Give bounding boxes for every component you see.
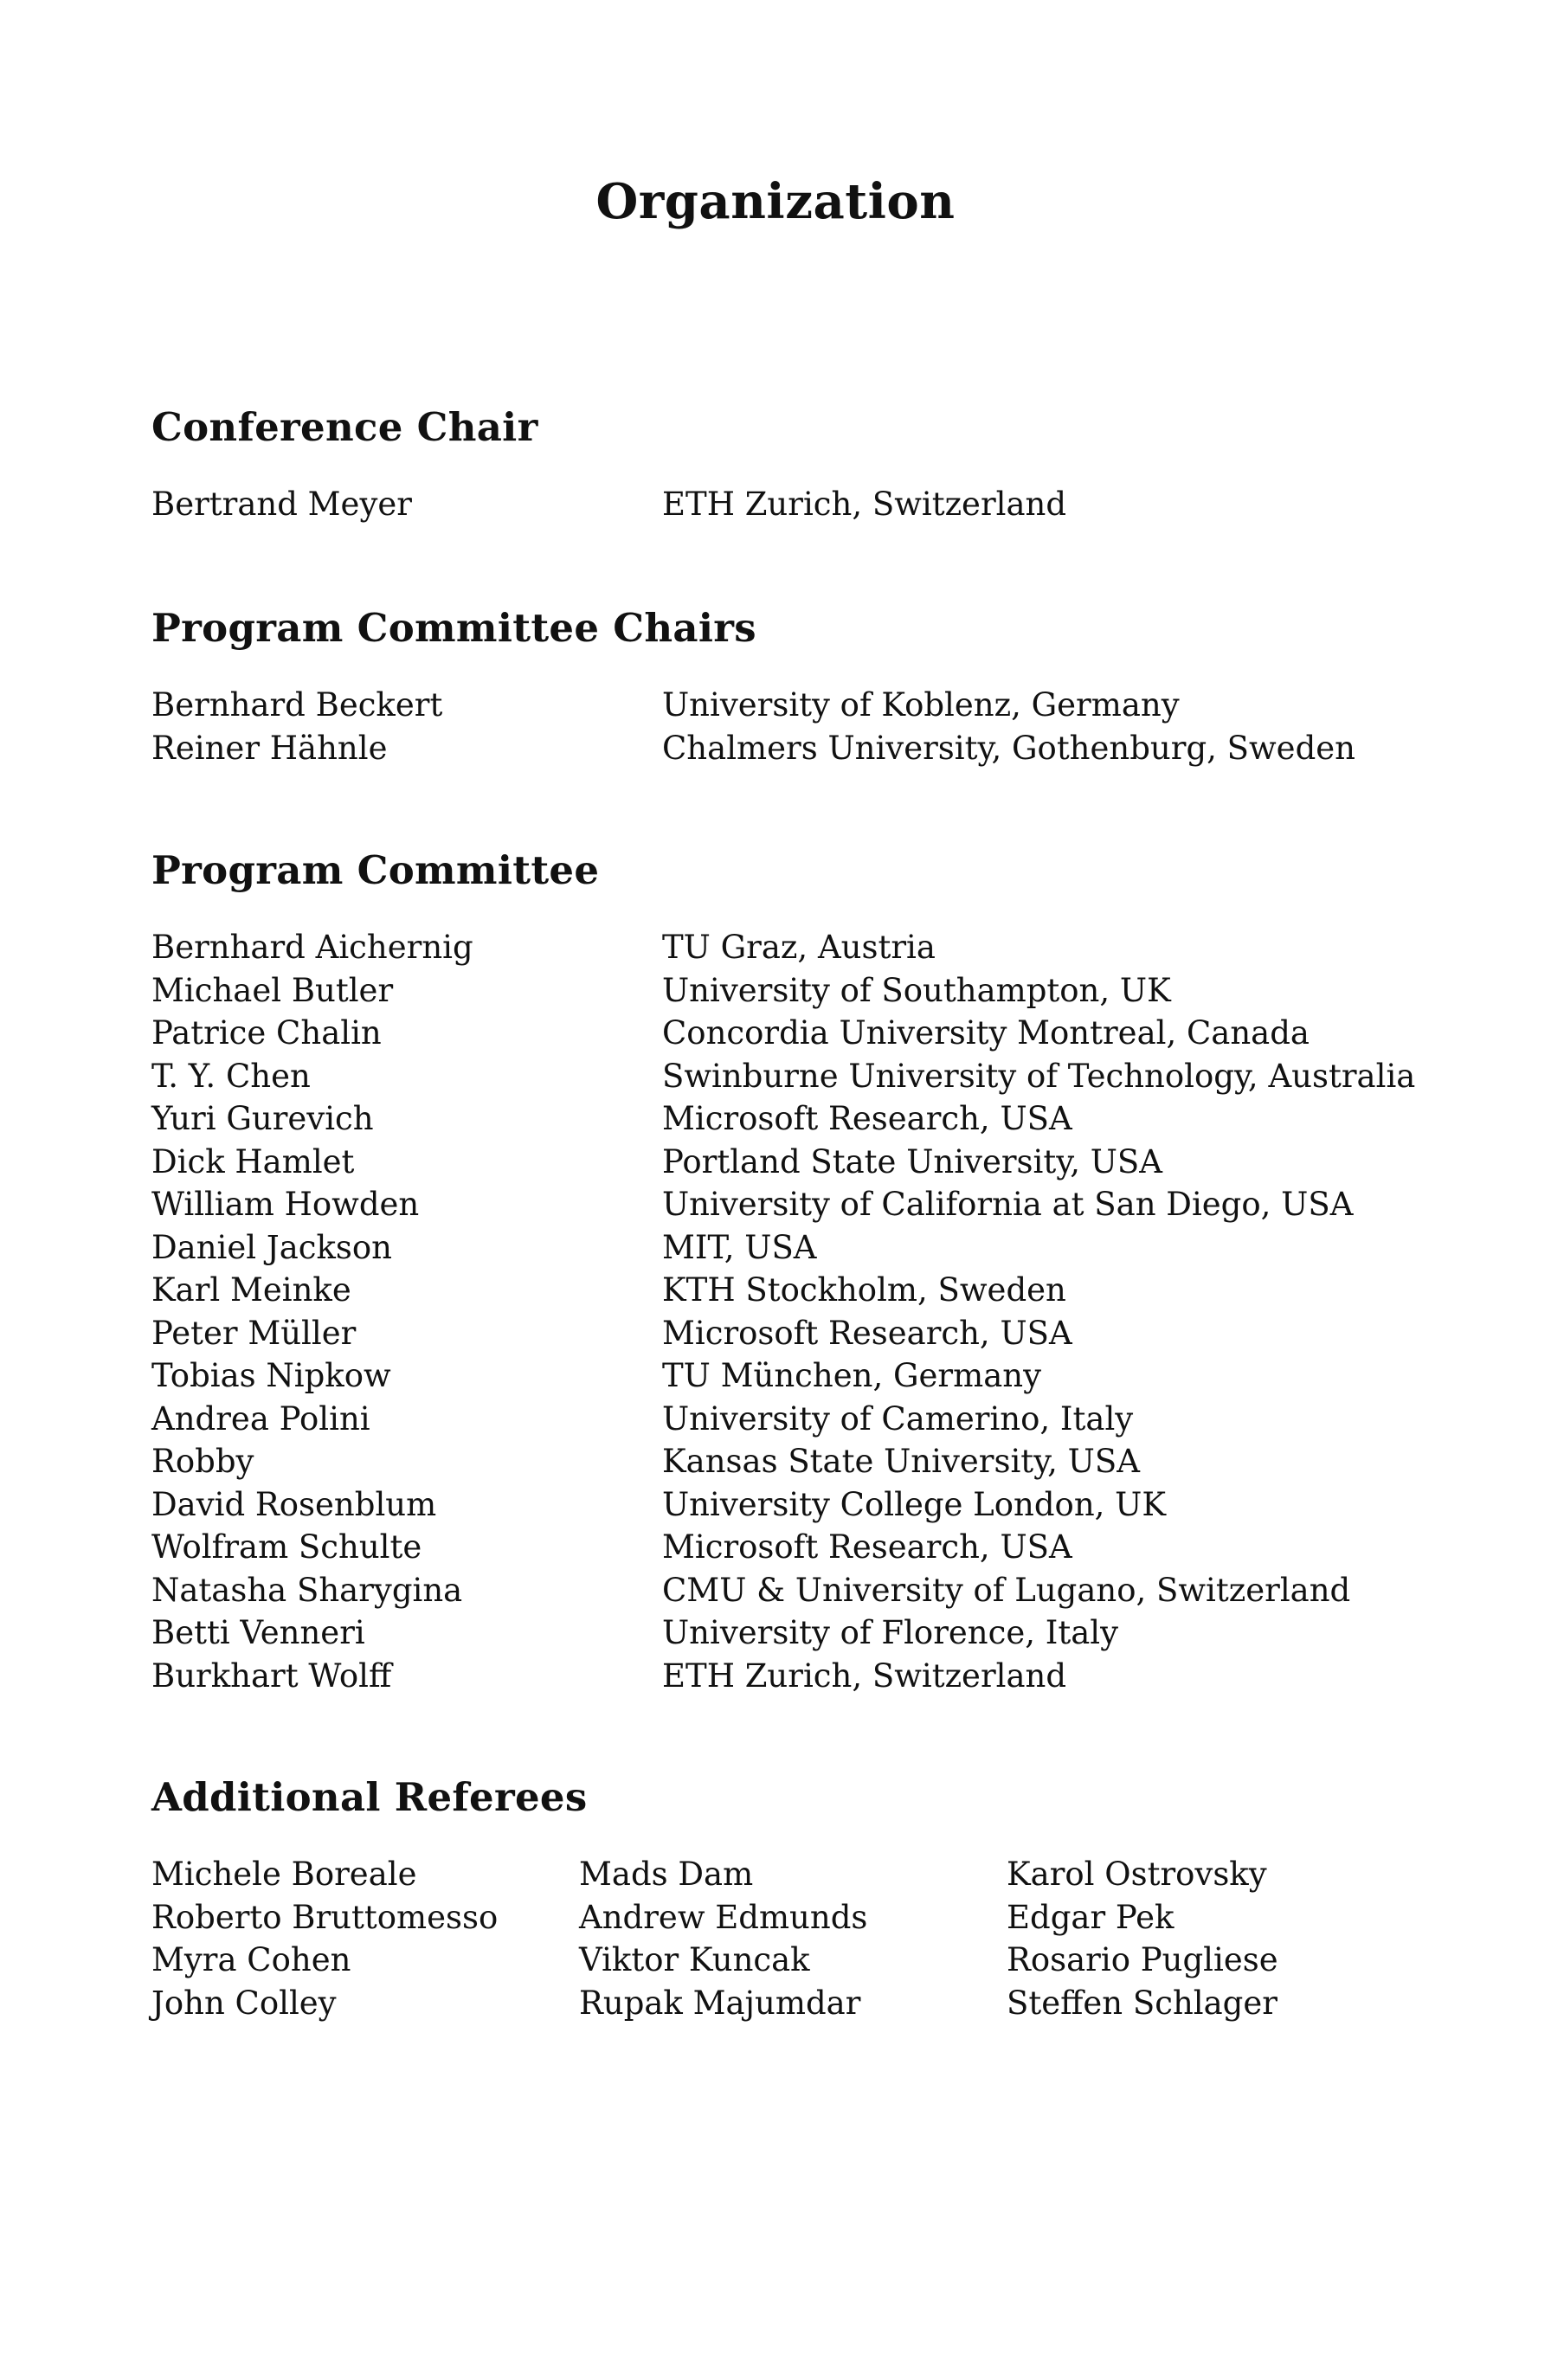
referee-grid [151, 1853, 1450, 2024]
section-heading-additional-referees: Additional Referees [151, 1774, 588, 1820]
member-name: Karl Meinke [151, 1271, 351, 1309]
member-row [151, 1312, 1450, 1355]
member-name: Patrice Chalin [151, 1014, 382, 1052]
member-row [151, 1526, 1450, 1569]
member-affiliation: Kansas State University, USA [662, 1443, 1140, 1480]
member-affiliation: University of Koblenz, Germany [662, 686, 1180, 724]
member-name: Yuri Gurevich [151, 1100, 374, 1137]
member-name: Wolfram Schulte [151, 1528, 422, 1566]
member-row [151, 483, 1450, 526]
member-affiliation: TU München, Germany [662, 1357, 1041, 1394]
referee-column [151, 1853, 579, 2024]
member-affiliation: Portland State University, USA [662, 1142, 1162, 1180]
member-name: T. Y. Chen [151, 1057, 311, 1095]
member-name: David Rosenblum [151, 1485, 437, 1523]
member-affiliation: TU Graz, Austria [662, 929, 936, 966]
section-additional-referees [151, 1773, 1450, 2024]
section-heading-conference-chair: Conference Chair [151, 404, 538, 450]
member-row [151, 1440, 1450, 1483]
member-row [151, 684, 1450, 727]
member-name: Robby [151, 1443, 254, 1480]
referee-name: Andrew Edmunds [579, 1898, 868, 1936]
referee-name: Rupak Majumdar [579, 1984, 861, 2022]
referee-column [579, 1853, 1007, 2024]
member-name: Tobias Nipkow [151, 1357, 391, 1394]
member-row [151, 969, 1450, 1013]
referee-name: Viktor Kuncak [579, 1941, 810, 1978]
member-row [151, 1183, 1450, 1226]
section-heading-program-committee-chairs: Program Committee Chairs [151, 605, 756, 651]
member-name: William Howden [151, 1186, 420, 1223]
member-affiliation: University of Florence, Italy [662, 1614, 1119, 1651]
page-title: Organization [595, 173, 956, 230]
member-affiliation: Microsoft Research, USA [662, 1314, 1072, 1352]
member-name: Dick Hamlet [151, 1142, 355, 1180]
referee-name: Rosario Pugliese [1007, 1941, 1278, 1978]
member-affiliation: Concordia University Montreal, Canada [662, 1014, 1310, 1052]
referee-name: Steffen Schlager [1007, 1984, 1277, 2022]
referee-name: Karol Ostrovsky [1007, 1856, 1267, 1893]
referee-name: Edgar Pek [1007, 1898, 1175, 1936]
member-row [151, 1269, 1450, 1312]
member-affiliation: Microsoft Research, USA [662, 1100, 1072, 1137]
section-program-committee [151, 846, 1450, 1697]
member-name: Reiner Hähnle [151, 729, 388, 767]
member-row [151, 1569, 1450, 1612]
member-row [151, 1655, 1450, 1698]
member-affiliation: CMU & University of Lugano, Switzerland [662, 1571, 1351, 1609]
member-list [151, 483, 1450, 526]
member-row [151, 1398, 1450, 1441]
member-affiliation: KTH Stockholm, Sweden [662, 1271, 1066, 1309]
section-conference-chair [151, 403, 1450, 526]
referee-column [1007, 1853, 1434, 2024]
member-row [151, 1097, 1450, 1141]
referee-name: John Colley [151, 1984, 337, 2022]
member-row [151, 1611, 1450, 1655]
member-list [151, 684, 1450, 769]
member-affiliation: University of California at San Diego, USA [662, 1186, 1354, 1223]
member-affiliation: Chalmers University, Gothenburg, Sweden [662, 729, 1355, 767]
member-affiliation: Microsoft Research, USA [662, 1528, 1072, 1566]
member-name: Bernhard Beckert [151, 686, 443, 724]
member-row [151, 1483, 1450, 1527]
member-affiliation: University of Southampton, UK [662, 971, 1171, 1009]
member-row [151, 727, 1450, 770]
member-name: Daniel Jackson [151, 1228, 393, 1266]
member-row [151, 1055, 1450, 1098]
member-affiliation: Swinburne University of Technology, Australia [662, 1057, 1416, 1095]
member-affiliation: ETH Zurich, Switzerland [662, 1656, 1067, 1695]
member-name: Andrea Polini [151, 1399, 370, 1438]
member-row [151, 1012, 1450, 1055]
member-row [151, 1354, 1450, 1398]
member-name: Natasha Sharygina [151, 1571, 463, 1609]
member-row [151, 926, 1450, 969]
member-name: Bernhard Aichernig [151, 929, 473, 966]
section-heading-program-committee: Program Committee [151, 847, 600, 893]
section-program-committee-chairs [151, 604, 1450, 769]
member-row [151, 1226, 1450, 1270]
member-list [151, 926, 1450, 1697]
referee-name: Mads Dam [579, 1856, 754, 1893]
member-affiliation: ETH Zurich, Switzerland [662, 486, 1067, 523]
referee-name: Roberto Bruttomesso [151, 1898, 499, 1936]
member-affiliation: MIT, USA [662, 1228, 817, 1266]
member-affiliation: University College London, UK [662, 1485, 1166, 1523]
member-affiliation: University of Camerino, Italy [662, 1399, 1134, 1438]
member-name: Michael Butler [151, 971, 394, 1009]
member-row [151, 1141, 1450, 1184]
member-name: Peter Müller [151, 1314, 357, 1352]
referee-name: Michele Boreale [151, 1856, 417, 1893]
member-name: Burkhart Wolff [151, 1656, 392, 1695]
member-name: Betti Venneri [151, 1614, 365, 1651]
referee-name: Myra Cohen [151, 1941, 351, 1978]
member-name: Bertrand Meyer [151, 486, 412, 523]
